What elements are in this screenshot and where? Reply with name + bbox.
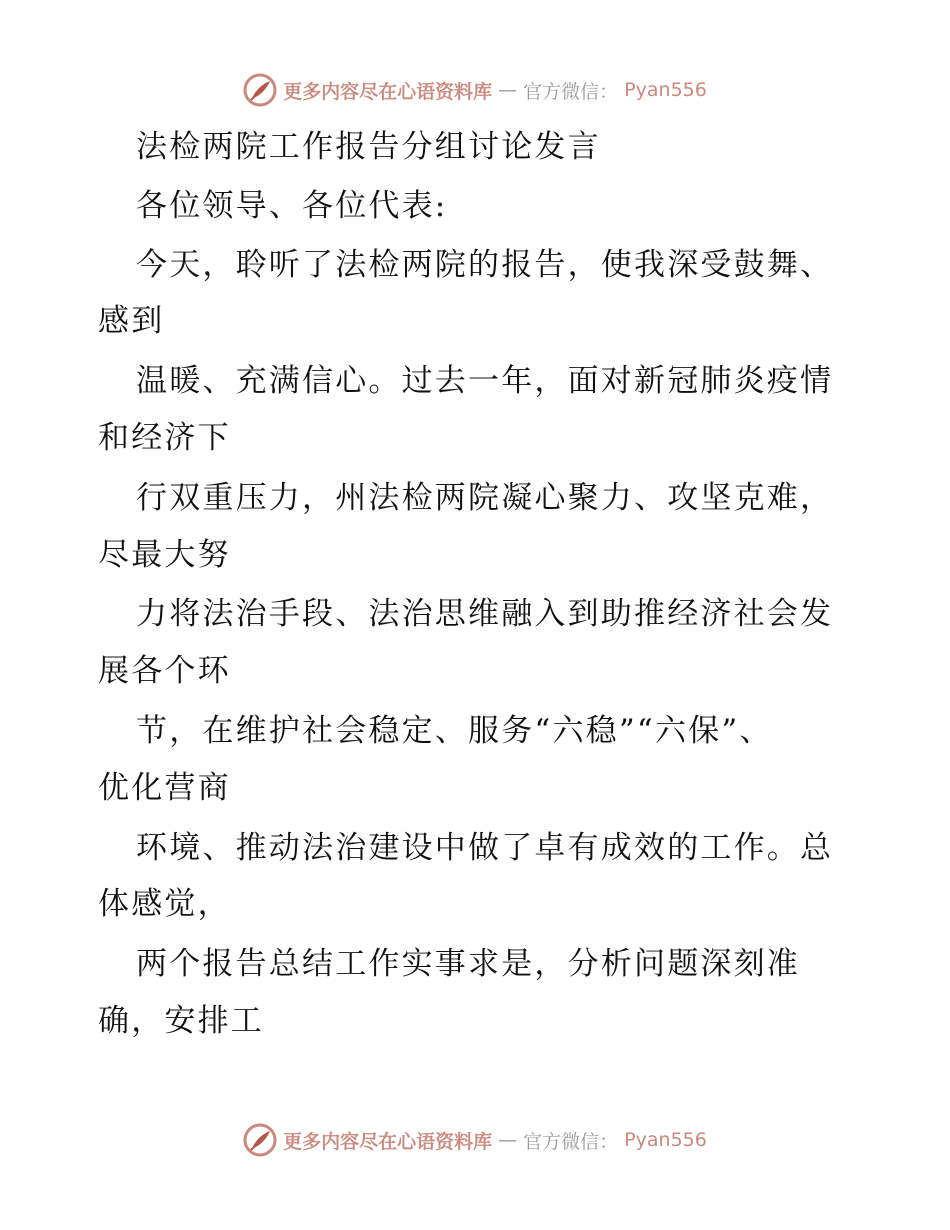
footer-watermark	[0, 1120, 950, 1160]
watermark-main-text: 更多内容尽在心语资料库	[283, 1130, 493, 1153]
header-watermark	[0, 70, 950, 110]
watermark-main-text: 更多内容尽在心语资料库	[283, 80, 493, 103]
paragraph-line: 尽最大努	[98, 537, 231, 573]
watermark-wechat-label: 官方微信：	[523, 1130, 619, 1153]
watermark-wechat-handle: Pyan556	[624, 1129, 707, 1151]
salutation: 各位领导、各位代表:	[136, 188, 448, 224]
paragraph-line: 节，在维护社会稳定、服务“六稳”“六保”、	[136, 713, 773, 749]
watermark-wechat-label: 官方微信：	[523, 80, 619, 103]
paragraph-line: 环境、推动法治建设中做了卓有成效的工作。总	[136, 830, 834, 866]
feather-pen-icon	[243, 1123, 277, 1157]
watermark-wechat-handle: Pyan556	[624, 79, 707, 101]
paragraph-line: 今天，聆听了法检两院的报告，使我深受鼓舞、	[136, 247, 834, 283]
paragraph-line: 力将法治手段、法治思维融入到助推经济社会发	[136, 596, 834, 632]
watermark-dash: —	[498, 79, 518, 101]
document-title: 法检两院工作报告分组讨论发言	[136, 129, 601, 165]
paragraph-line: 展各个环	[98, 653, 231, 689]
feather-pen-icon	[243, 73, 277, 107]
watermark-dash: —	[498, 1129, 518, 1151]
paragraph-line: 行双重压力，州法检两院凝心聚力、攻坚克难，	[136, 480, 834, 516]
paragraph-line: 优化营商	[98, 770, 231, 806]
paragraph-line: 和经济下	[98, 420, 231, 456]
paragraph-line: 确，安排工	[98, 1003, 264, 1039]
paragraph-line: 温暖、充满信心。过去一年，面对新冠肺炎疫情	[136, 363, 834, 399]
paragraph-line: 两个报告总结工作实事求是，分析问题深刻准	[136, 946, 800, 982]
paragraph-line: 体感觉，	[98, 886, 231, 922]
paragraph-line: 感到	[98, 303, 165, 339]
